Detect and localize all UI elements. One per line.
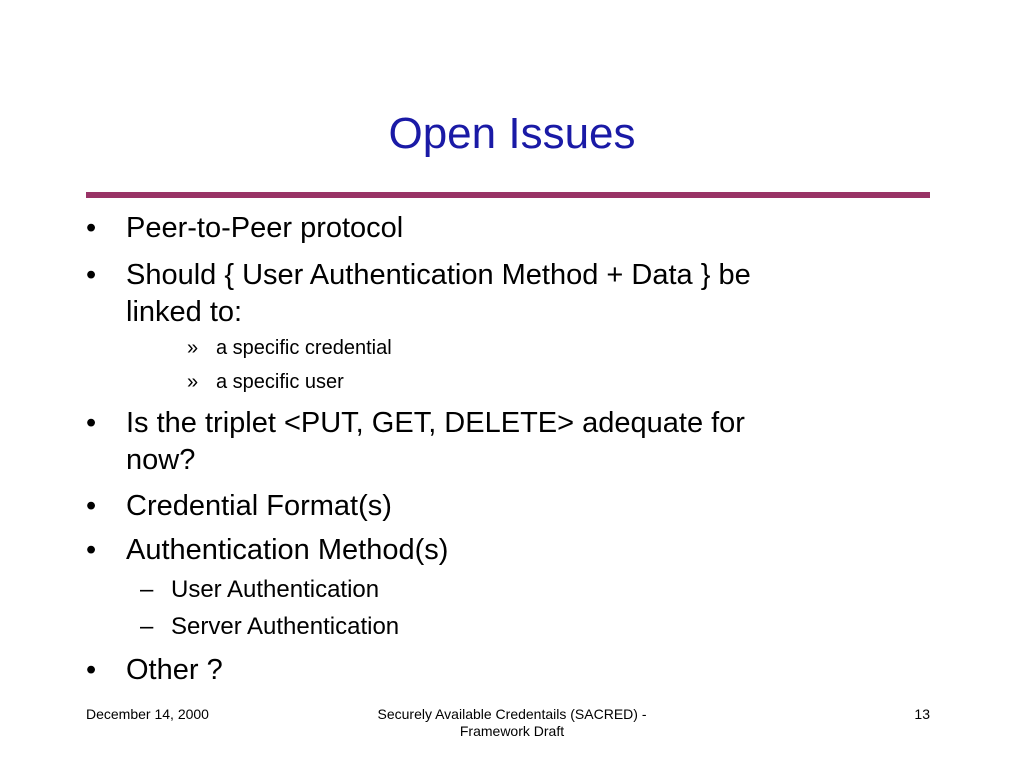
bullet-marker: • [86, 534, 97, 566]
slide-title: Open Issues [388, 109, 636, 158]
bullet-marker: • [86, 259, 97, 291]
subsub-marker: » [187, 337, 199, 359]
sub-marker: – [140, 613, 154, 640]
footer-title-line-2: Framework Draft [459, 723, 565, 739]
bullet-text: Peer-to-Peer protocol [126, 212, 404, 244]
subsub-text: a specific user [216, 371, 344, 393]
bullet-text: Credential Format(s) [126, 490, 392, 522]
sub-text: Server Authentication [171, 613, 400, 640]
bullet-marker: • [86, 212, 97, 244]
bullet-marker: • [86, 490, 97, 522]
bullet-text: Other ? [126, 654, 223, 686]
bullet-text-continued: now? [126, 444, 196, 476]
footer-title-line-1: Securely Available Credentails (SACRED) - [377, 706, 647, 722]
sub-text: User Authentication [171, 576, 380, 603]
subsub-marker: » [187, 371, 199, 393]
bullet-text: Authentication Method(s) [126, 534, 449, 566]
sub-marker: – [140, 576, 154, 603]
bullet-text: Is the triplet <PUT, GET, DELETE> adequate for [126, 407, 745, 439]
bullet-text: Should { User Authentication Method + Data } be [126, 259, 751, 291]
bullet-text-continued: linked to: [126, 296, 243, 328]
footer-presentation-title [362, 706, 662, 740]
bullet-marker: • [86, 654, 97, 686]
subsub-text: a specific credential [216, 337, 392, 359]
footer-page-number: 13 [914, 706, 930, 722]
bullet-marker: • [86, 407, 97, 439]
footer-date: December 14, 2000 [86, 706, 209, 722]
